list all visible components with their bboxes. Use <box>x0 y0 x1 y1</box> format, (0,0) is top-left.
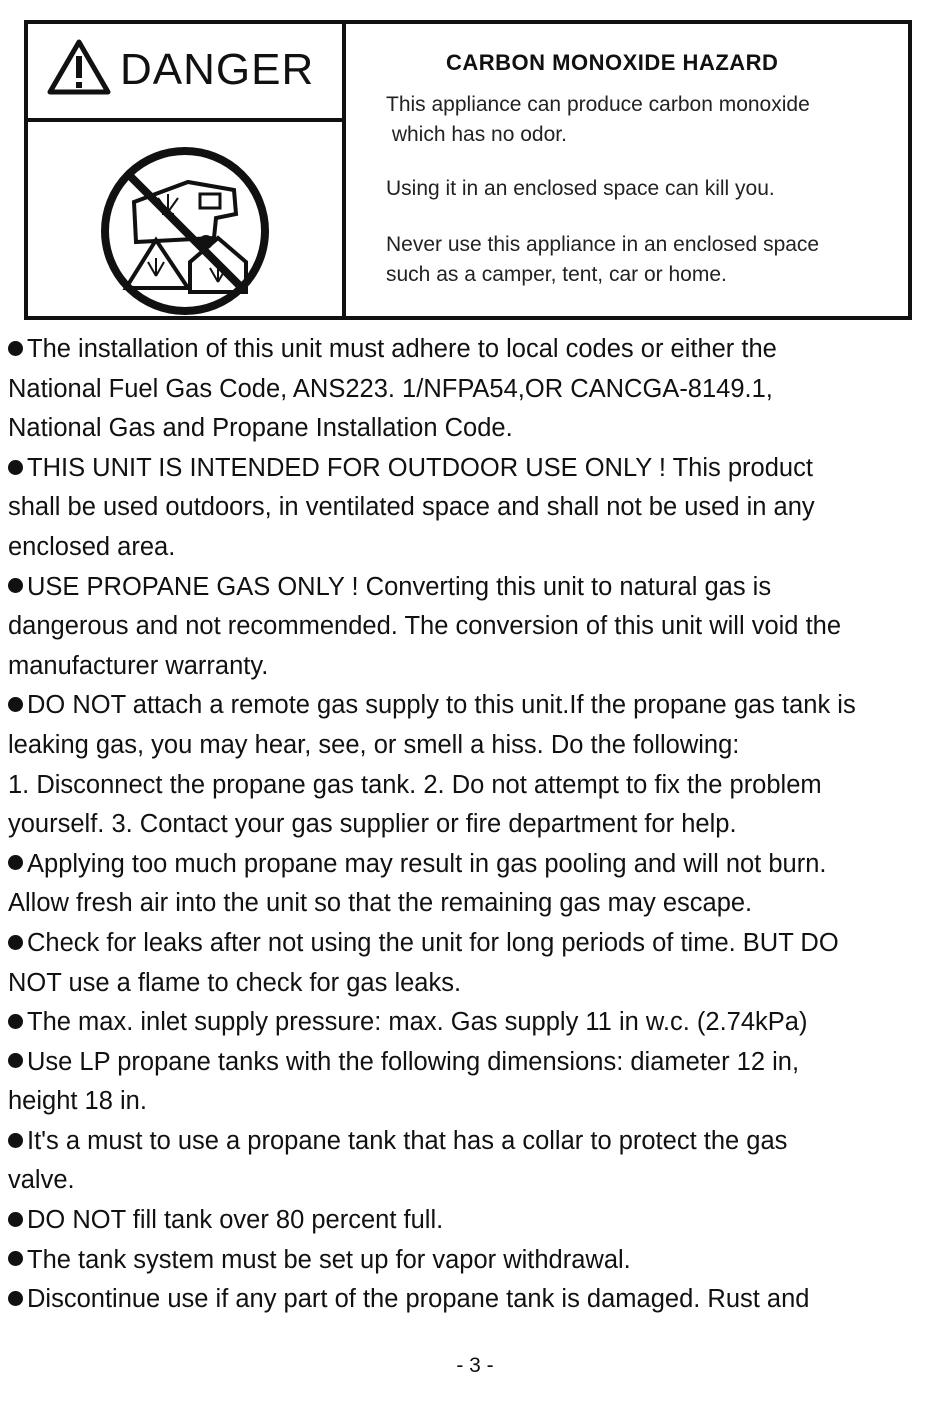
no-enclosed-space-pictogram-icon <box>96 142 274 320</box>
instruction-text: dangerous and not recommended. The conversion of this unit will void the <box>8 612 842 641</box>
instruction-line <box>8 845 938 885</box>
bullet-dot-icon <box>8 460 23 475</box>
instruction-paragraph <box>8 1003 938 1043</box>
instruction-text: valve. <box>8 1166 75 1195</box>
instruction-line <box>8 449 938 489</box>
instruction-paragraph <box>8 1241 938 1281</box>
danger-left-panel <box>28 24 346 316</box>
hazard-title: CARBON MONOXIDE HAZARD <box>446 50 779 75</box>
bullet-dot-icon <box>8 1053 23 1068</box>
instruction-line <box>8 488 938 528</box>
hazard-message-2 <box>386 174 775 204</box>
instruction-line <box>8 1161 938 1201</box>
instruction-paragraph <box>8 924 938 1003</box>
bullet-dot-icon <box>8 1251 23 1266</box>
danger-signal-word: DANGER <box>120 45 315 94</box>
instruction-line <box>8 964 938 1004</box>
hazard-message-1 <box>386 90 810 150</box>
instruction-text: shall be used outdoors, in ventilated space and shall not be used in any <box>8 493 815 522</box>
instruction-text: DO NOT fill tank over 80 percent full. <box>27 1206 444 1235</box>
instruction-line <box>8 686 938 726</box>
instruction-paragraph <box>8 1043 938 1122</box>
instruction-text: The installation of this unit must adhere to local codes or either the <box>27 335 777 363</box>
page-number: - 3 - <box>456 1354 494 1377</box>
instruction-text: It's a must to use a propane tank that has a collar to protect the gas <box>27 1126 788 1155</box>
hazard-line: which has no odor. <box>386 123 567 146</box>
bullet-dot-icon <box>8 341 23 356</box>
instruction-line <box>8 766 938 806</box>
bullet-dot-icon <box>8 855 23 870</box>
instruction-line <box>8 647 938 687</box>
hazard-message-panel <box>346 24 908 316</box>
instruction-text: enclosed area. <box>8 532 176 561</box>
hazard-line: This appliance can produce carbon monoxide <box>386 93 810 116</box>
bullet-dot-icon <box>8 697 23 712</box>
hazard-line: such as a camper, tent, car or home. <box>386 263 727 286</box>
instruction-paragraph <box>8 568 938 687</box>
instruction-paragraph <box>8 1201 938 1241</box>
danger-warning-box <box>24 20 912 320</box>
instruction-text: NOT use a flame to check for gas leaks. <box>8 968 462 997</box>
instruction-text: 1. Disconnect the propane gas tank. 2. Do not attempt to fix the problem <box>8 770 822 799</box>
bullet-dot-icon <box>8 1133 23 1148</box>
instruction-line <box>8 1043 938 1083</box>
instruction-line <box>8 1201 938 1241</box>
instruction-line <box>8 726 938 766</box>
bullet-dot-icon <box>8 935 23 950</box>
instruction-text: DO NOT attach a remote gas supply to this unit.If the propane gas tank is <box>27 691 856 720</box>
instruction-paragraph <box>8 845 938 924</box>
instruction-text: National Gas and Propane Installation Code. <box>8 414 513 443</box>
instruction-paragraph <box>8 686 938 844</box>
instruction-line <box>8 528 938 568</box>
instruction-line <box>8 805 938 845</box>
instruction-line <box>8 1122 938 1162</box>
bullet-dot-icon <box>8 1291 23 1306</box>
instruction-text: Allow fresh air into the unit so that the remaining gas may escape. <box>8 889 753 918</box>
instruction-paragraph <box>8 1280 938 1320</box>
bullet-dot-icon <box>8 1212 23 1227</box>
instruction-line <box>8 607 938 647</box>
instruction-text: The max. inlet supply pressure: max. Gas supply 11 in w.c. (2.74kPa) <box>27 1008 808 1037</box>
instruction-line <box>8 330 938 370</box>
instruction-line <box>8 1003 938 1043</box>
instruction-paragraph <box>8 1122 938 1201</box>
hazard-message-3 <box>386 230 819 290</box>
instruction-text: USE PROPANE GAS ONLY ! Converting this unit to natural gas is <box>27 572 772 601</box>
instruction-text: yourself. 3. Contact your gas supplier or fire department for help. <box>8 810 737 839</box>
instruction-text: Discontinue use if any part of the propane tank is damaged. Rust and <box>27 1285 810 1314</box>
instruction-text: Applying too much propane may result in gas pooling and will not burn. <box>27 849 827 878</box>
safety-instructions <box>8 330 938 1320</box>
instruction-text: manufacturer warranty. <box>8 651 269 680</box>
warning-triangle-icon <box>46 38 112 96</box>
bullet-dot-icon <box>8 1014 23 1029</box>
instruction-line <box>8 568 938 608</box>
instruction-line <box>8 1241 938 1281</box>
hazard-line: Using it in an enclosed space can kill you. <box>386 177 775 200</box>
instruction-paragraph <box>8 330 938 449</box>
instruction-text: height 18 in. <box>8 1087 147 1116</box>
instruction-line <box>8 884 938 924</box>
instruction-text: Check for leaks after not using the unit for long periods of time. BUT DO <box>27 928 839 957</box>
instruction-text: leaking gas, you may hear, see, or smell a hiss. Do the following: <box>8 730 740 759</box>
instruction-line <box>8 1082 938 1122</box>
instruction-line <box>8 924 938 964</box>
instruction-line <box>8 409 938 449</box>
instruction-paragraph <box>8 449 938 568</box>
instruction-text: THIS UNIT IS INTENDED FOR OUTDOOR USE ONLY ! This product <box>27 453 813 482</box>
instruction-text: Use LP propane tanks with the following dimensions: diameter 12 in, <box>27 1047 800 1076</box>
danger-header <box>28 24 342 122</box>
instruction-text: National Fuel Gas Code, ANS223. 1/NFPA54,OR CANCGA-8149.1, <box>8 374 773 403</box>
instruction-line <box>8 370 938 410</box>
instruction-line <box>8 1280 938 1320</box>
bullet-dot-icon <box>8 578 23 593</box>
hazard-line: Never use this appliance in an enclosed space <box>386 233 820 256</box>
instruction-text: The tank system must be set up for vapor withdrawal. <box>27 1245 631 1274</box>
